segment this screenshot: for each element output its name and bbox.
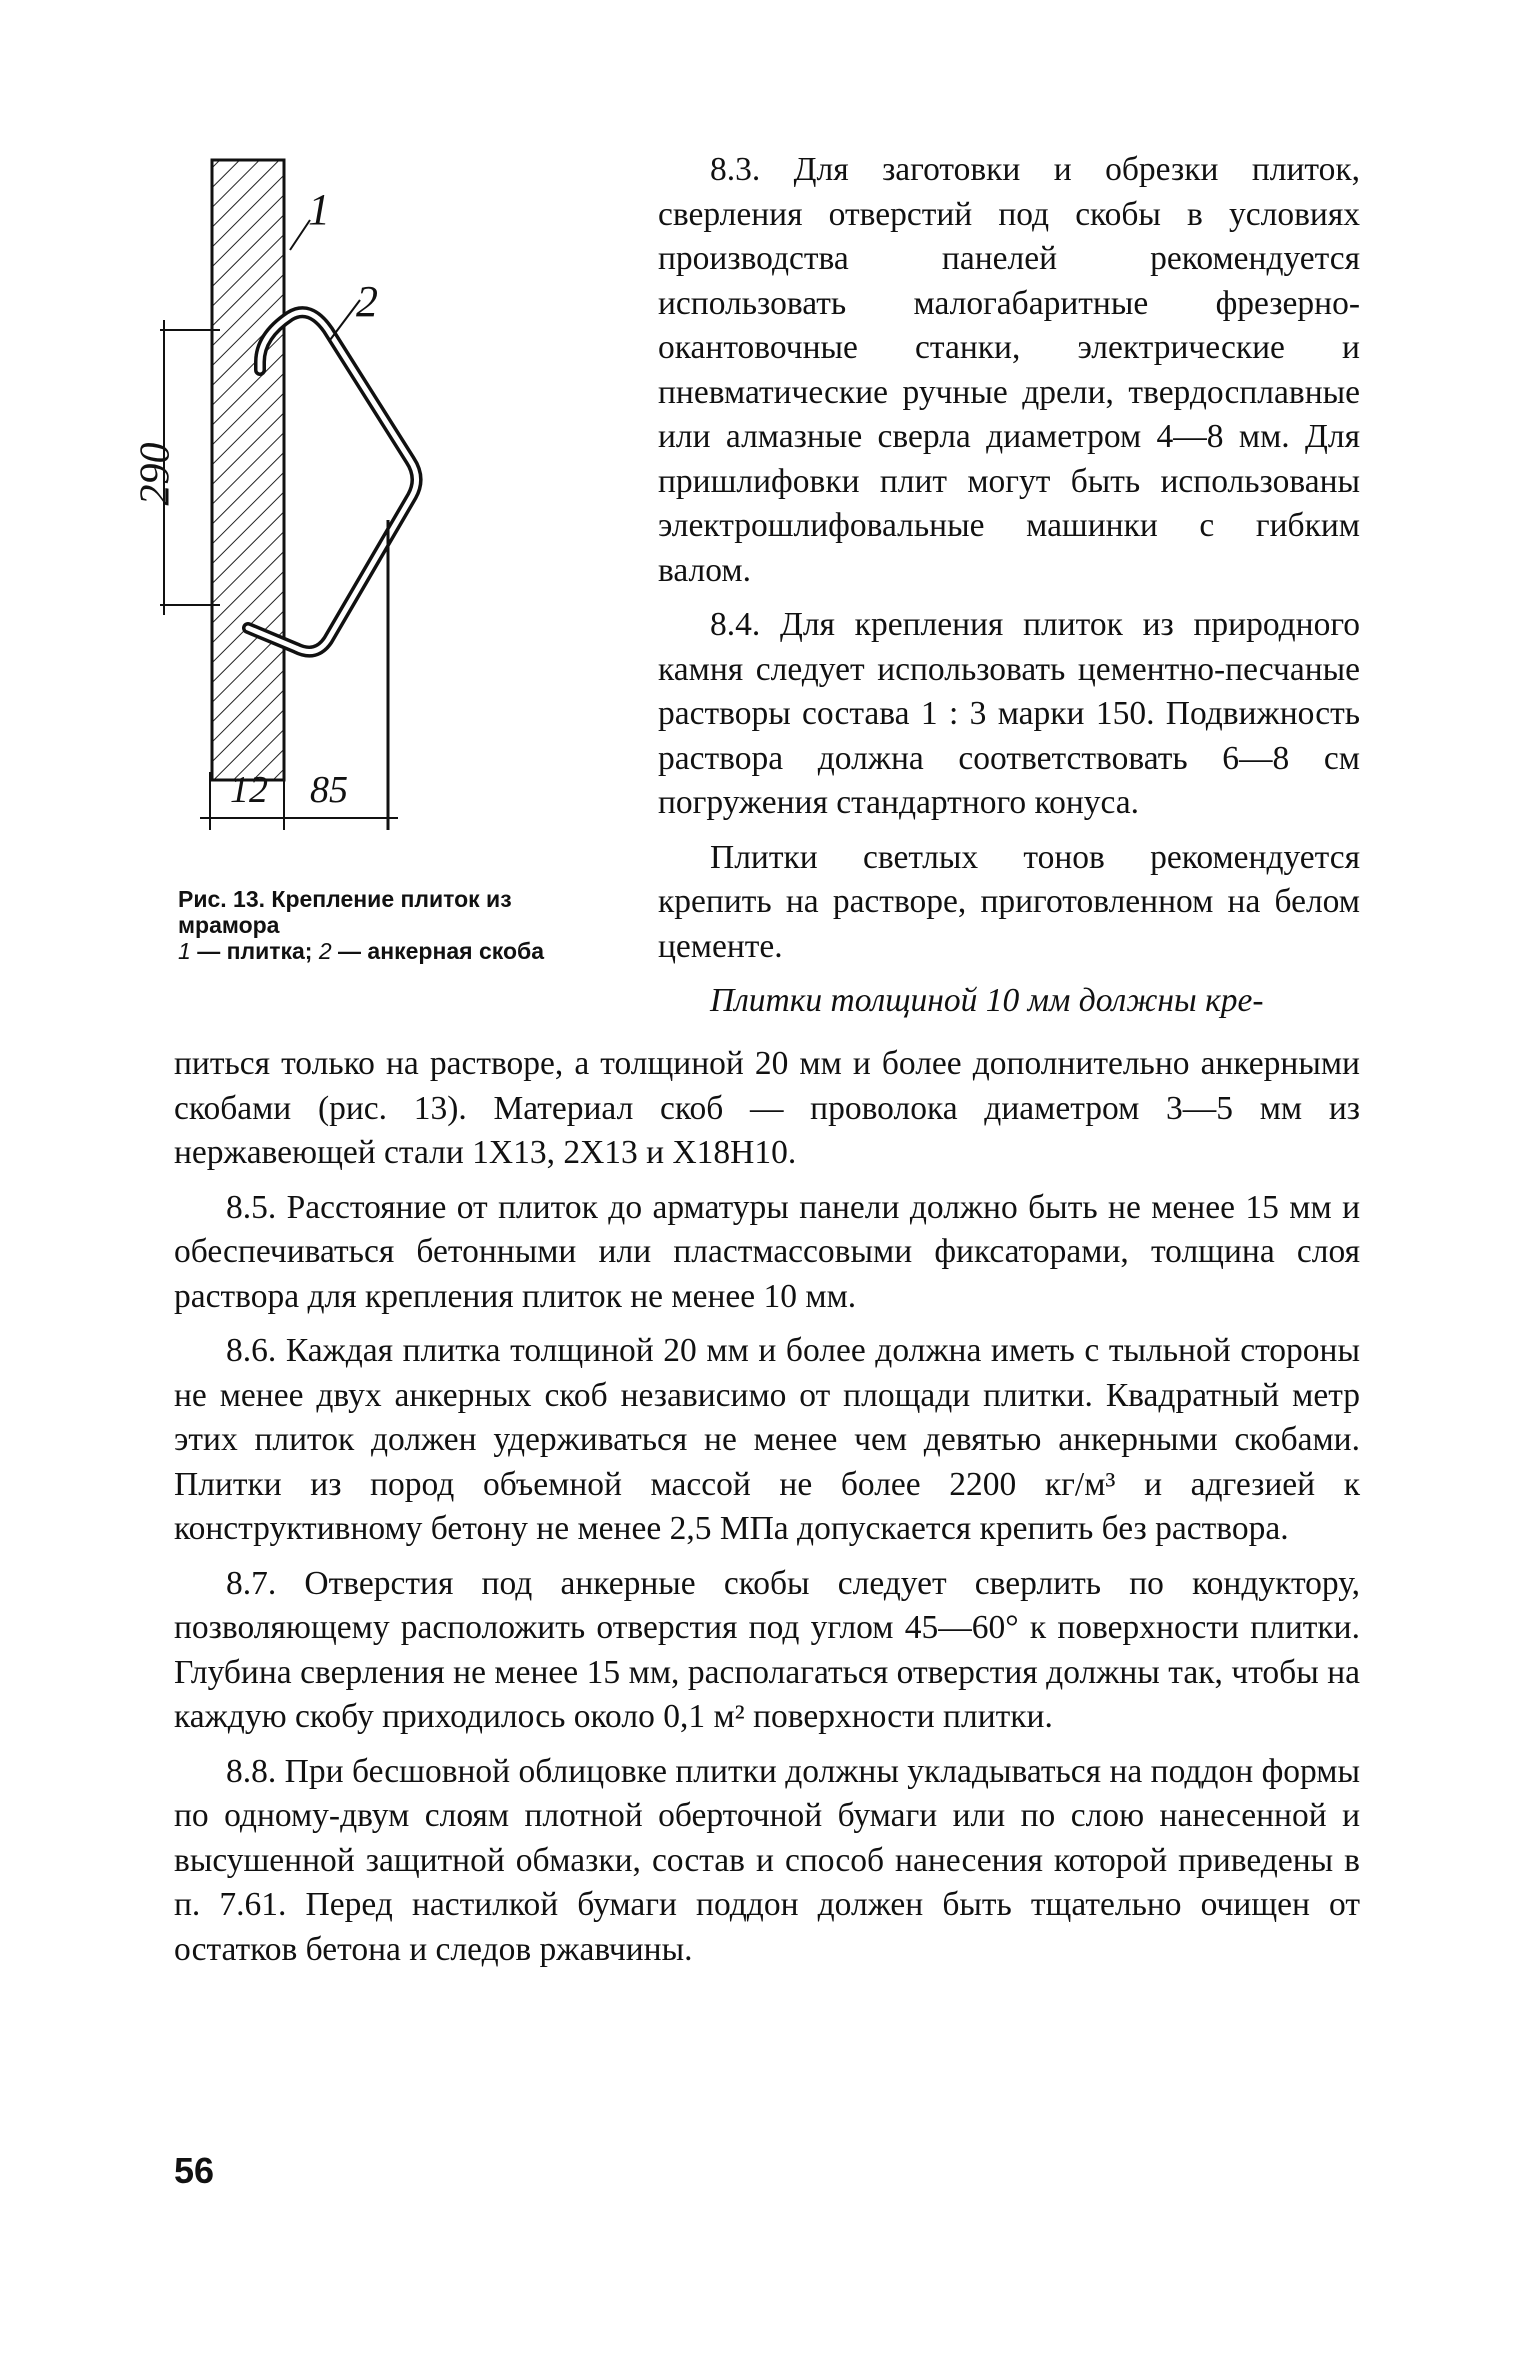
- page-number: 56: [174, 2150, 215, 2191]
- dimension-290: 290: [132, 442, 179, 506]
- figure-caption: [178, 886, 608, 964]
- paragraph-10mm-start: Плитки толщиной 10 мм должны кре-: [710, 982, 1264, 1019]
- paragraph-10mm-continued: питься только на растворе, а толщиной 20 мм и более дополнительно анкерными скобами (рис. 13). Материал скоб — проволока диаметром 3—5 мм из нержавеющей стали 1Х13, 2Х13 и Х18Н10.: [174, 1045, 1360, 1171]
- main-text: [174, 1042, 1360, 1972]
- paragraph-8-3: 8.3. Для заготовки и обрезки плиток, сверления отверстий под скобы в условиях производства панелей рекомендуется использовать малогабаритные фрезерно-окантовочные станки, электрические и пневматические ручные дрели, твердосплавные или алмазные сверла диаметром 4—8 мм. Для пришлифовки плит могут быть использованы электрошлифовальные машинки с гибким валом.: [658, 151, 1360, 589]
- figure-13: [132, 140, 630, 900]
- marble-tile: [212, 160, 284, 780]
- figure-label-1: 1: [308, 185, 330, 234]
- paragraph-light-tiles: Плитки светлых тонов рекомендуется крепить на растворе, приготовленном на белом цементе.: [658, 838, 1360, 965]
- caption-title: Рис. 13. Крепление плиток из мрамора: [178, 886, 512, 938]
- paragraph-8-6: 8.6. Каждая плитка толщиной 20 мм и более должна иметь с тыльной стороны не менее двух анкерных скоб независимо от площади плитки. Квадратный метр этих плиток должен удерживаться не менее чем девятью анкерными скобами. Плитки из пород объемной массой не более 2200 кг/м³ и адгезией к конструктивному бетону не менее 2,5 МПа допускается крепить без раствора.: [174, 1332, 1360, 1547]
- paragraph-8-8: 8.8. При бесшовной облицовке плитки должны укладываться на поддон формы по одному-двум слоям плотной оберточной бумаги или по слою нанесенной и высушенной защитной обмазки, состав и способ нанесения которой приведены в п. 7.61. Перед настилкой бумаги поддон должен быть тщательно очищен от остатков бетона и следов ржавчины.: [174, 1752, 1360, 1968]
- paragraph-8-7: 8.7. Отверстия под анкерные скобы следует сверлить по кондуктору, позволяющему расположить отверстия под углом 45—60° к поверхности плитки. Глубина сверления не менее 15 мм, располагаться отверстия должны так, чтобы на каждую скобу приходилось около 0,1 м² поверхности плитки.: [174, 1564, 1360, 1735]
- figure-label-2: 2: [356, 277, 378, 326]
- dimension-12: 12: [230, 769, 268, 811]
- paragraph-8-4: 8.4. Для крепления плиток из природного камня следует использовать цементно-песчаные растворы состава 1 : 3 марки 150. Подвижность раствора должна соответствовать 6—8 см погружения стандартного конуса.: [658, 606, 1360, 821]
- dimension-85: 85: [310, 769, 348, 811]
- leader-line-1: [290, 220, 310, 250]
- paragraph-8-5: 8.5. Расстояние от плиток до арматуры панели должно быть не менее 15 мм и обеспечиваться бетонными или пластмассовыми фиксаторами, толщина слоя раствора для крепления плиток не менее 10 мм.: [174, 1188, 1360, 1315]
- right-column: [658, 148, 1360, 1024]
- caption-legend: 1 — плитка; 2 — анкерная скоба: [178, 938, 544, 964]
